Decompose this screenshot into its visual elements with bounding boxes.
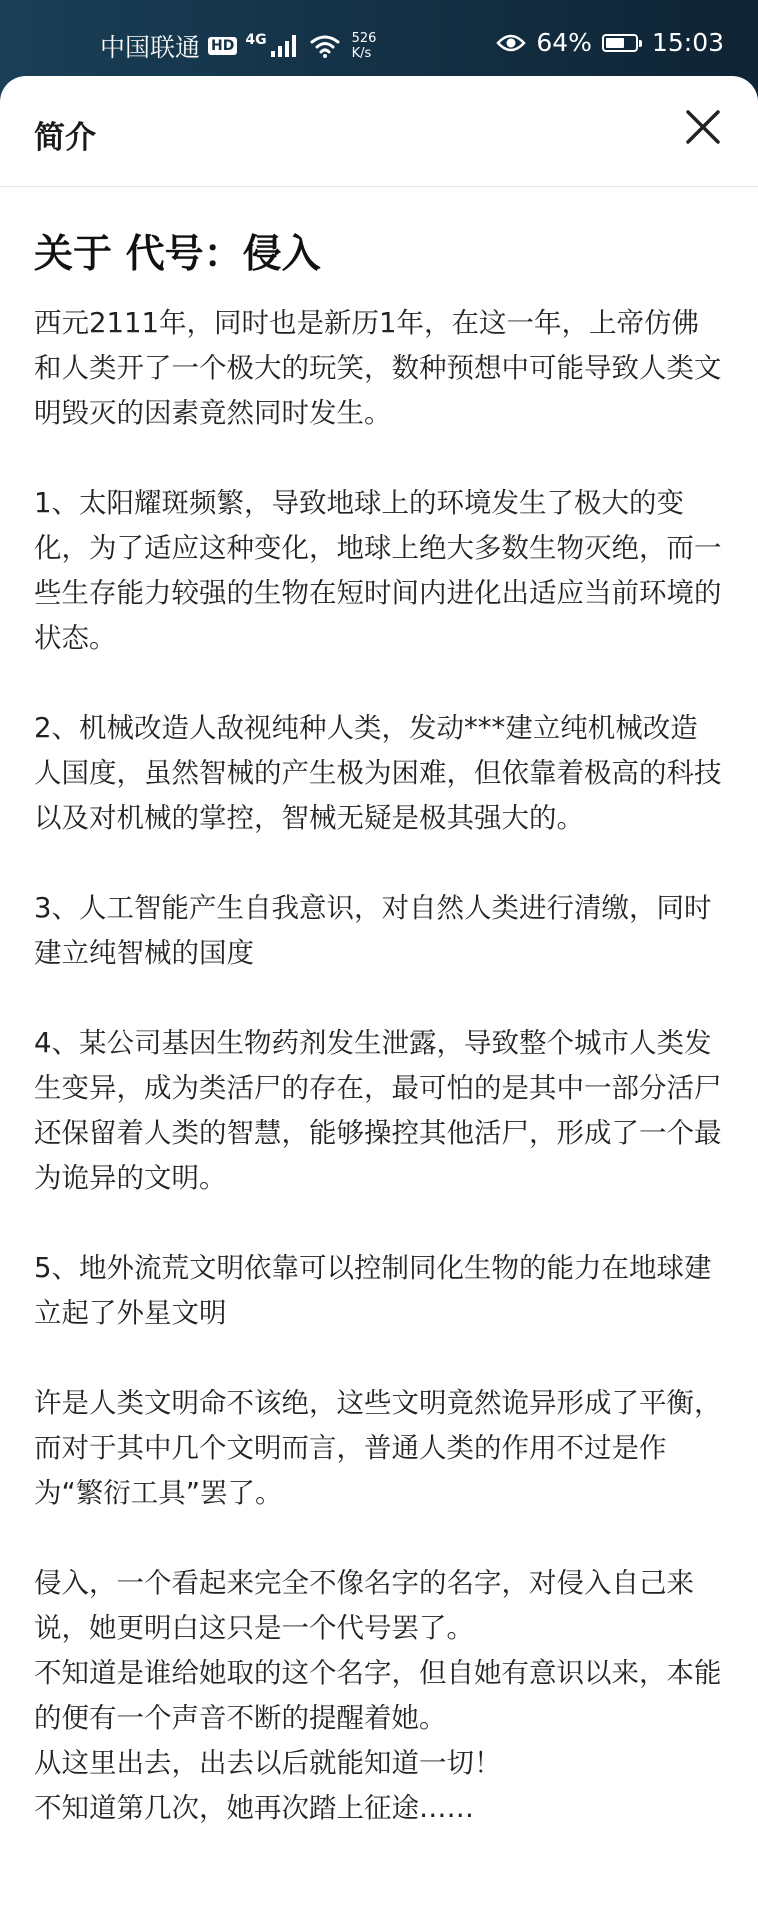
sheet-header: [0, 76, 758, 187]
battery-percent: 64%: [536, 28, 592, 57]
article-paragraph: 许是人类文明命不该绝，这些文明竟然诡异形成了平衡，而对于其中几个文明而言，普通人类的作用不过是作为“繁衍工具”罢了。: [34, 1387, 722, 1509]
sheet-title: 简介: [34, 120, 96, 156]
article-paragraph: 5、地外流荒文明依靠可以控制同化生物的能力在地球建立起了外星文明: [34, 1252, 712, 1329]
close-icon: [680, 104, 726, 150]
signal-icon: [271, 35, 296, 57]
status-bar-left: [100, 28, 376, 64]
battery-icon: [602, 34, 638, 52]
carrier-name: 中国联通: [100, 33, 201, 62]
article-paragraph: 4、某公司基因生物药剂发生泄露，导致整个城市人类发生变异，成为类活尸的存在，最可怕的是其中一部分活尸还保留着人类的智慧，能够操控其他活尸，形成了一个最为诡异的文明。: [34, 1027, 722, 1194]
wifi-icon: [310, 34, 340, 58]
article-body: [34, 301, 724, 1831]
article-paragraph: 西元2111年，同时也是新历1年，在这一年，上帝仿佛和人类开了一个极大的玩笑，数种预想中可能导致人类文明毁灭的因素竟然同时发生。: [34, 307, 722, 429]
article-title: 关于 代号：侵入: [34, 232, 321, 277]
intro-sheet: [0, 76, 758, 1920]
net-speed-unit: K/s: [351, 46, 372, 61]
hd-icon: HD: [208, 37, 237, 55]
battery-fill: [606, 38, 624, 48]
article-paragraph: 3、人工智能产生自我意识，对自然人类进行清缴，同时建立纯智械的国度: [34, 892, 712, 969]
network-type: 4G: [245, 32, 267, 48]
net-speed-value: 526: [351, 31, 377, 46]
closing-line: 不知道是谁给她取的这个名字，但自她有意识以来，本能的便有一个声音不断的提醒着她。: [34, 1657, 722, 1734]
close-button[interactable]: [680, 104, 726, 150]
status-bar-right: [496, 28, 724, 57]
closing-line: 从这里出去，出去以后就能知道一切！: [34, 1747, 502, 1779]
sheet-content: [0, 187, 758, 1831]
article-paragraph: 1、太阳耀斑频繁，导致地球上的环境发生了极大的变化，为了适应这种变化，地球上绝大多数生物灭绝，而一些生存能力较强的生物在短时间内进化出适应当前环境的状态。: [34, 487, 722, 654]
eye-icon: [496, 33, 526, 53]
closing-line: 不知道第几次，她再次踏上征途……: [34, 1792, 474, 1824]
net-speed: [352, 31, 377, 61]
closing-line: 侵入，一个看起来完全不像名字的名字，对侵入自己来说，她更明白这只是一个代号罢了。: [34, 1567, 694, 1644]
clock: 15:03: [651, 28, 724, 57]
article-paragraph: 2、机械改造人敌视纯种人类，发动***建立纯机械改造人国度，虽然智械的产生极为困难，但依靠着极高的科技以及对机械的掌控，智械无疑是极其强大的。: [34, 712, 722, 834]
